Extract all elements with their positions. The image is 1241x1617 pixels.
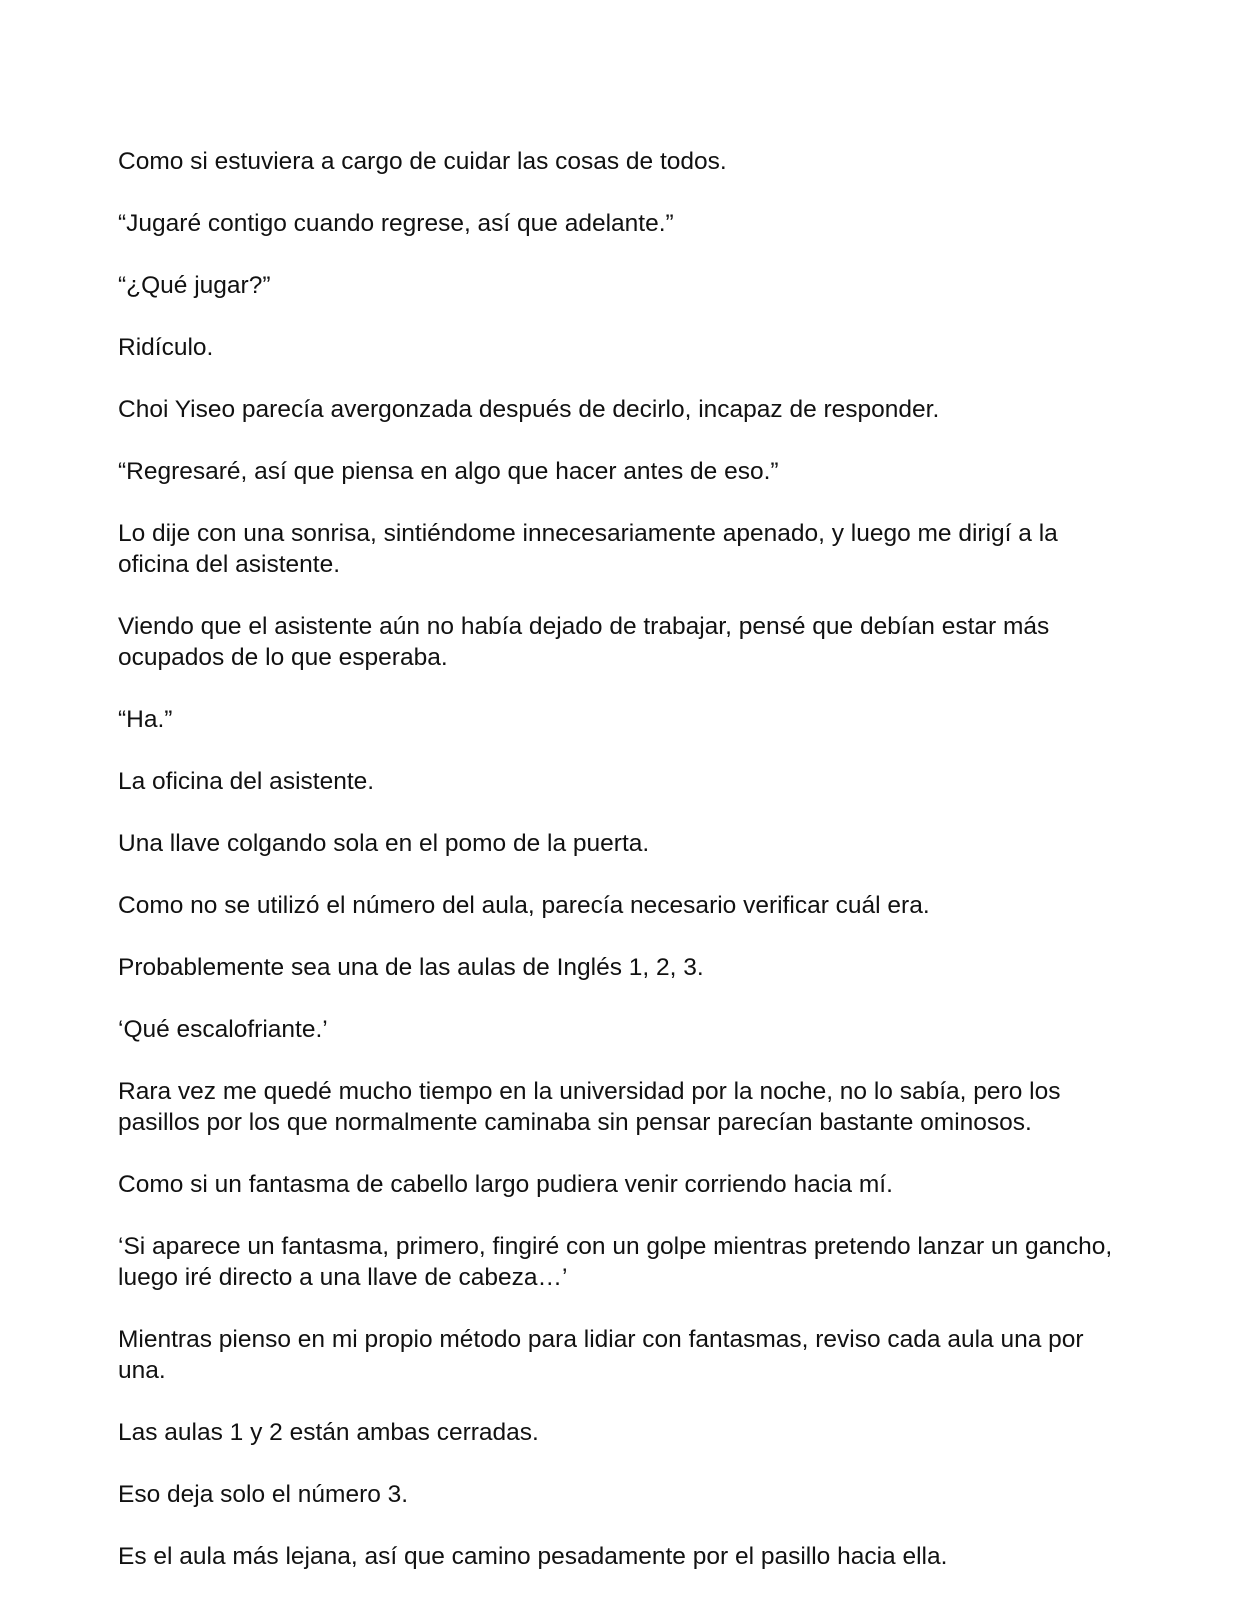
- paragraph: Como si un fantasma de cabello largo pudiera venir corriendo hacia mí.: [118, 1171, 893, 1198]
- paragraph: La oficina del asistente.: [118, 768, 375, 795]
- paragraph: Las aulas 1 y 2 están ambas cerradas.: [118, 1419, 539, 1446]
- paragraph: Como no se utilizó el número del aula, parecía necesario verificar cuál era.: [118, 892, 930, 919]
- paragraph: Es el aula más lejana, así que camino pesadamente por el pasillo hacia ella.: [118, 1543, 948, 1570]
- paragraph: Lo dije con una sonrisa, sintiéndome innecesariamente apenado, y luego me dirigí a la oficina del asistente.: [118, 520, 1058, 578]
- paragraph: ‘Si aparece un fantasma, primero, fingiré con un golpe mientras pretendo lanzar un gancho, luego iré directo a una llave de cabeza…’: [118, 1233, 1113, 1291]
- paragraph: Como si estuviera a cargo de cuidar las cosas de todos.: [118, 148, 727, 175]
- paragraph: “Jugaré contigo cuando regrese, así que adelante.”: [118, 210, 674, 237]
- paragraph: “Regresaré, así que piensa en algo que hacer antes de eso.”: [118, 458, 779, 485]
- paragraph: Rara vez me quedé mucho tiempo en la universidad por la noche, no lo sabía, pero los pasillos por los que normalmente caminaba sin pensar parecían bastante ominosos.: [118, 1078, 1061, 1136]
- paragraph: Mientras pienso en mi propio método para lidiar con fantasmas, reviso cada aula una por una.: [118, 1326, 1084, 1384]
- document-page: [118, 146, 1128, 1603]
- paragraph: Viendo que el asistente aún no había dejado de trabajar, pensé que debían estar más ocupados de lo que esperaba.: [118, 613, 1050, 671]
- paragraph: ‘Qué escalofriante.’: [118, 1016, 328, 1043]
- paragraph: Eso deja solo el número 3.: [118, 1481, 409, 1508]
- paragraph: “Ha.”: [118, 706, 173, 733]
- paragraph: Ridículo.: [118, 334, 214, 361]
- paragraph: “¿Qué jugar?”: [118, 272, 271, 299]
- paragraph: Choi Yiseo parecía avergonzada después de decirlo, incapaz de responder.: [118, 396, 940, 423]
- paragraph: Probablemente sea una de las aulas de Inglés 1, 2, 3.: [118, 954, 704, 981]
- paragraph: Una llave colgando sola en el pomo de la puerta.: [118, 830, 650, 857]
